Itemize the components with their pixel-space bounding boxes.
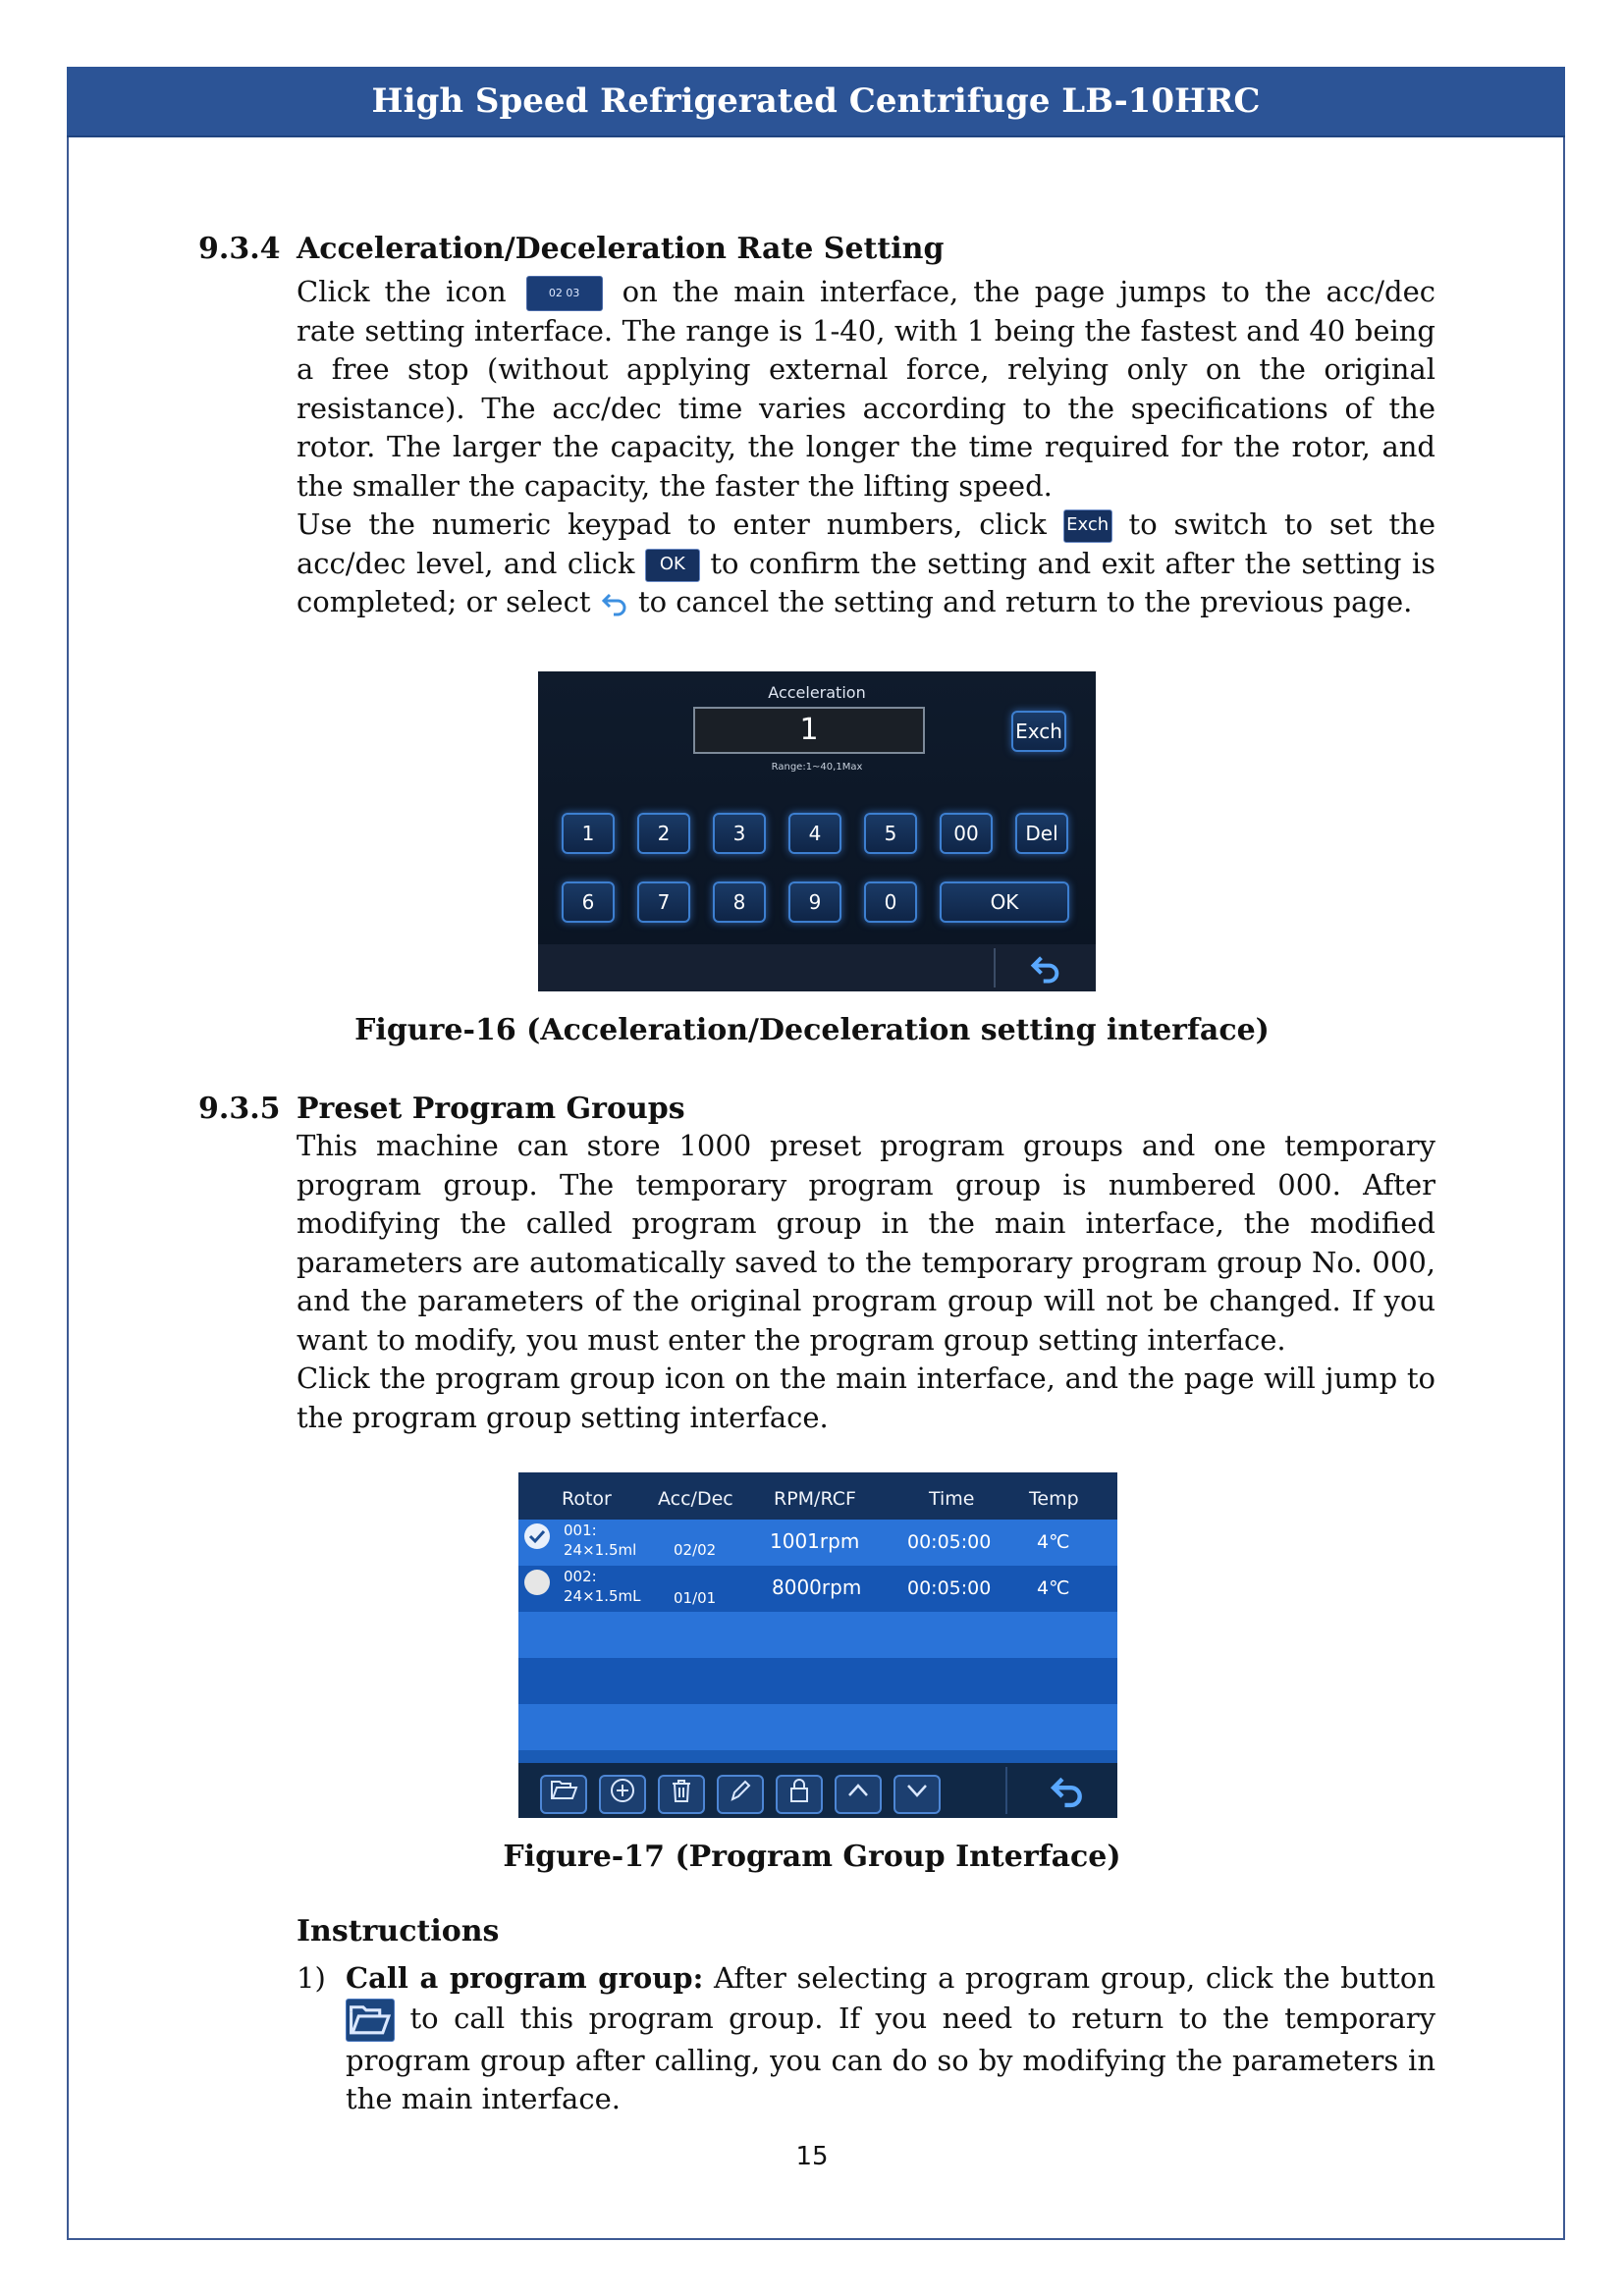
- up-icon[interactable]: [835, 1775, 882, 1814]
- text: on the main interface, the page jumps to the acc/dec rate setting interface. The range is 1-40, with 1 being the fastest and 40 being a free stop (without applying external force, relying only on the original resistance). The acc/dec time varies according to the specifications of the rotor. The larger the capacity, the longer the time required for the rotor, and the smaller the capacity, the faster the lifting speed.: [297, 275, 1435, 503]
- rpm-value: 1001rpm: [770, 1529, 860, 1553]
- ok-button[interactable]: OK: [940, 881, 1069, 923]
- rotor-id: 002:: [564, 1568, 597, 1585]
- trash-icon[interactable]: [658, 1775, 705, 1814]
- paragraph: Click the program group icon on the main interface, and the page will jump to the program group setting interface.: [297, 1362, 1435, 1434]
- key-button[interactable]: 2: [637, 813, 690, 854]
- acc-dec-icon: [526, 276, 603, 311]
- empty-row[interactable]: [518, 1658, 1117, 1704]
- rpm-value: 8000rpm: [772, 1575, 862, 1599]
- key-button[interactable]: 3: [713, 813, 766, 854]
- section-934-body: [297, 273, 1435, 622]
- rotor-spec: 24×1.5mL: [564, 1587, 641, 1605]
- program-group-screenshot: [518, 1472, 1117, 1818]
- range-text: Range:1~40,1Max: [771, 762, 863, 773]
- divider: [994, 948, 996, 988]
- lock-icon[interactable]: [776, 1775, 823, 1814]
- item-body: [346, 1959, 1435, 2119]
- rotor-spec: 24×1.5ml: [564, 1541, 637, 1559]
- page-number: 15: [795, 2142, 829, 2171]
- text: to cancel the setting and return to the previous page.: [637, 585, 1413, 618]
- icon-text: 02 03: [548, 287, 580, 299]
- text: After selecting a program group, click the button: [713, 1961, 1435, 1995]
- page-header: [67, 67, 1565, 137]
- bottom-bar: [538, 944, 1096, 991]
- empty-row[interactable]: [518, 1704, 1117, 1750]
- folder-open-icon[interactable]: [540, 1775, 587, 1814]
- key-button[interactable]: 9: [788, 881, 841, 923]
- column-header: RPM/RCF: [774, 1488, 856, 1510]
- item-bold: Call a program group:: [346, 1961, 704, 1995]
- back-arrow-icon[interactable]: [1049, 1773, 1086, 1810]
- divider: [1005, 1767, 1007, 1814]
- check-icon[interactable]: [524, 1523, 550, 1549]
- radio-unselected-icon[interactable]: [524, 1570, 550, 1595]
- key-button[interactable]: 5: [864, 813, 917, 854]
- value-display[interactable]: 1: [693, 707, 925, 754]
- text: to call this program group. If you need to return to the temporary program group after calling, you can do so by modifying the parameters in the main interface.: [346, 2001, 1435, 2115]
- key-button[interactable]: 6: [562, 881, 615, 923]
- section-title: Preset Program Groups: [297, 1092, 685, 1126]
- edit-icon[interactable]: [717, 1775, 764, 1814]
- time-value: 00:05:00: [907, 1531, 992, 1553]
- text: Click the icon: [297, 275, 507, 308]
- icon-text: OK: [659, 553, 685, 574]
- key-button[interactable]: 1: [562, 813, 615, 854]
- exch-button[interactable]: Exch: [1011, 711, 1066, 752]
- key-button[interactable]: 7: [637, 881, 690, 923]
- time-value: 00:05:00: [907, 1577, 992, 1599]
- acc-dec-value: 02/02: [674, 1541, 717, 1559]
- text: to confirm the setting and exit after the setting is completed; or select: [297, 546, 1435, 618]
- exch-icon: [1063, 509, 1112, 543]
- add-icon[interactable]: [599, 1775, 646, 1814]
- back-arrow-icon[interactable]: [1029, 952, 1062, 986]
- section-935-body: [297, 1127, 1435, 1437]
- instructions-title: Instructions: [297, 1914, 500, 1949]
- section-title: Acceleration/Deceleration Rate Setting: [297, 232, 945, 266]
- paragraph: [297, 273, 1435, 506]
- item-number: 1): [297, 1961, 326, 1995]
- figure-16-caption: Figure-16 (Acceleration/Deceleration setting interface): [354, 1013, 1270, 1047]
- section-number: 9.3.4: [198, 232, 281, 266]
- column-header: Rotor: [562, 1488, 612, 1510]
- temp-value: 4℃: [1037, 1531, 1070, 1553]
- key-button[interactable]: 00: [940, 813, 993, 854]
- screen-title: Acceleration: [768, 683, 866, 702]
- column-header: Time: [929, 1488, 975, 1510]
- text: to switch to set the acc/dec level, and click: [297, 507, 1436, 580]
- paragraph: [297, 506, 1435, 622]
- column-header: Temp: [1029, 1488, 1079, 1510]
- figure-17-caption: Figure-17 (Program Group Interface): [503, 1840, 1121, 1874]
- folder-open-icon: [346, 1999, 395, 2042]
- acc-dec-value: 01/01: [674, 1589, 717, 1607]
- table-header: [518, 1472, 1117, 1520]
- instruction-item: [297, 1959, 1435, 2119]
- paragraph: This machine can store 1000 preset program groups and one temporary program group. The temporary program group is numbered 000. After modifying the called program group in the main interface, the modified parameters are automatically saved to the temporary program group No. 000, and the parameters of the original program group will not be changed. If you want to modify, you must enter the program group setting interface.: [297, 1129, 1435, 1357]
- delete-button[interactable]: Del: [1015, 813, 1068, 854]
- key-button[interactable]: 0: [864, 881, 917, 923]
- back-arrow-icon: [600, 589, 629, 618]
- key-button[interactable]: 4: [788, 813, 841, 854]
- down-icon[interactable]: [893, 1775, 941, 1814]
- ok-icon: [645, 549, 700, 582]
- table-row[interactable]: [518, 1520, 1117, 1566]
- text: Use the numeric keypad to enter numbers, click: [297, 507, 1047, 541]
- section-number: 9.3.5: [198, 1092, 281, 1126]
- key-button[interactable]: 8: [713, 881, 766, 923]
- acceleration-setting-screenshot: [538, 671, 1096, 991]
- empty-row[interactable]: [518, 1612, 1117, 1658]
- rotor-id: 001:: [564, 1522, 597, 1539]
- table-row[interactable]: [518, 1566, 1117, 1612]
- icon-text: Exch: [1066, 514, 1110, 535]
- column-header: Acc/Dec: [658, 1488, 733, 1510]
- temp-value: 4℃: [1037, 1577, 1070, 1599]
- header-title: High Speed Refrigerated Centrifuge LB-10HRC: [371, 81, 1261, 121]
